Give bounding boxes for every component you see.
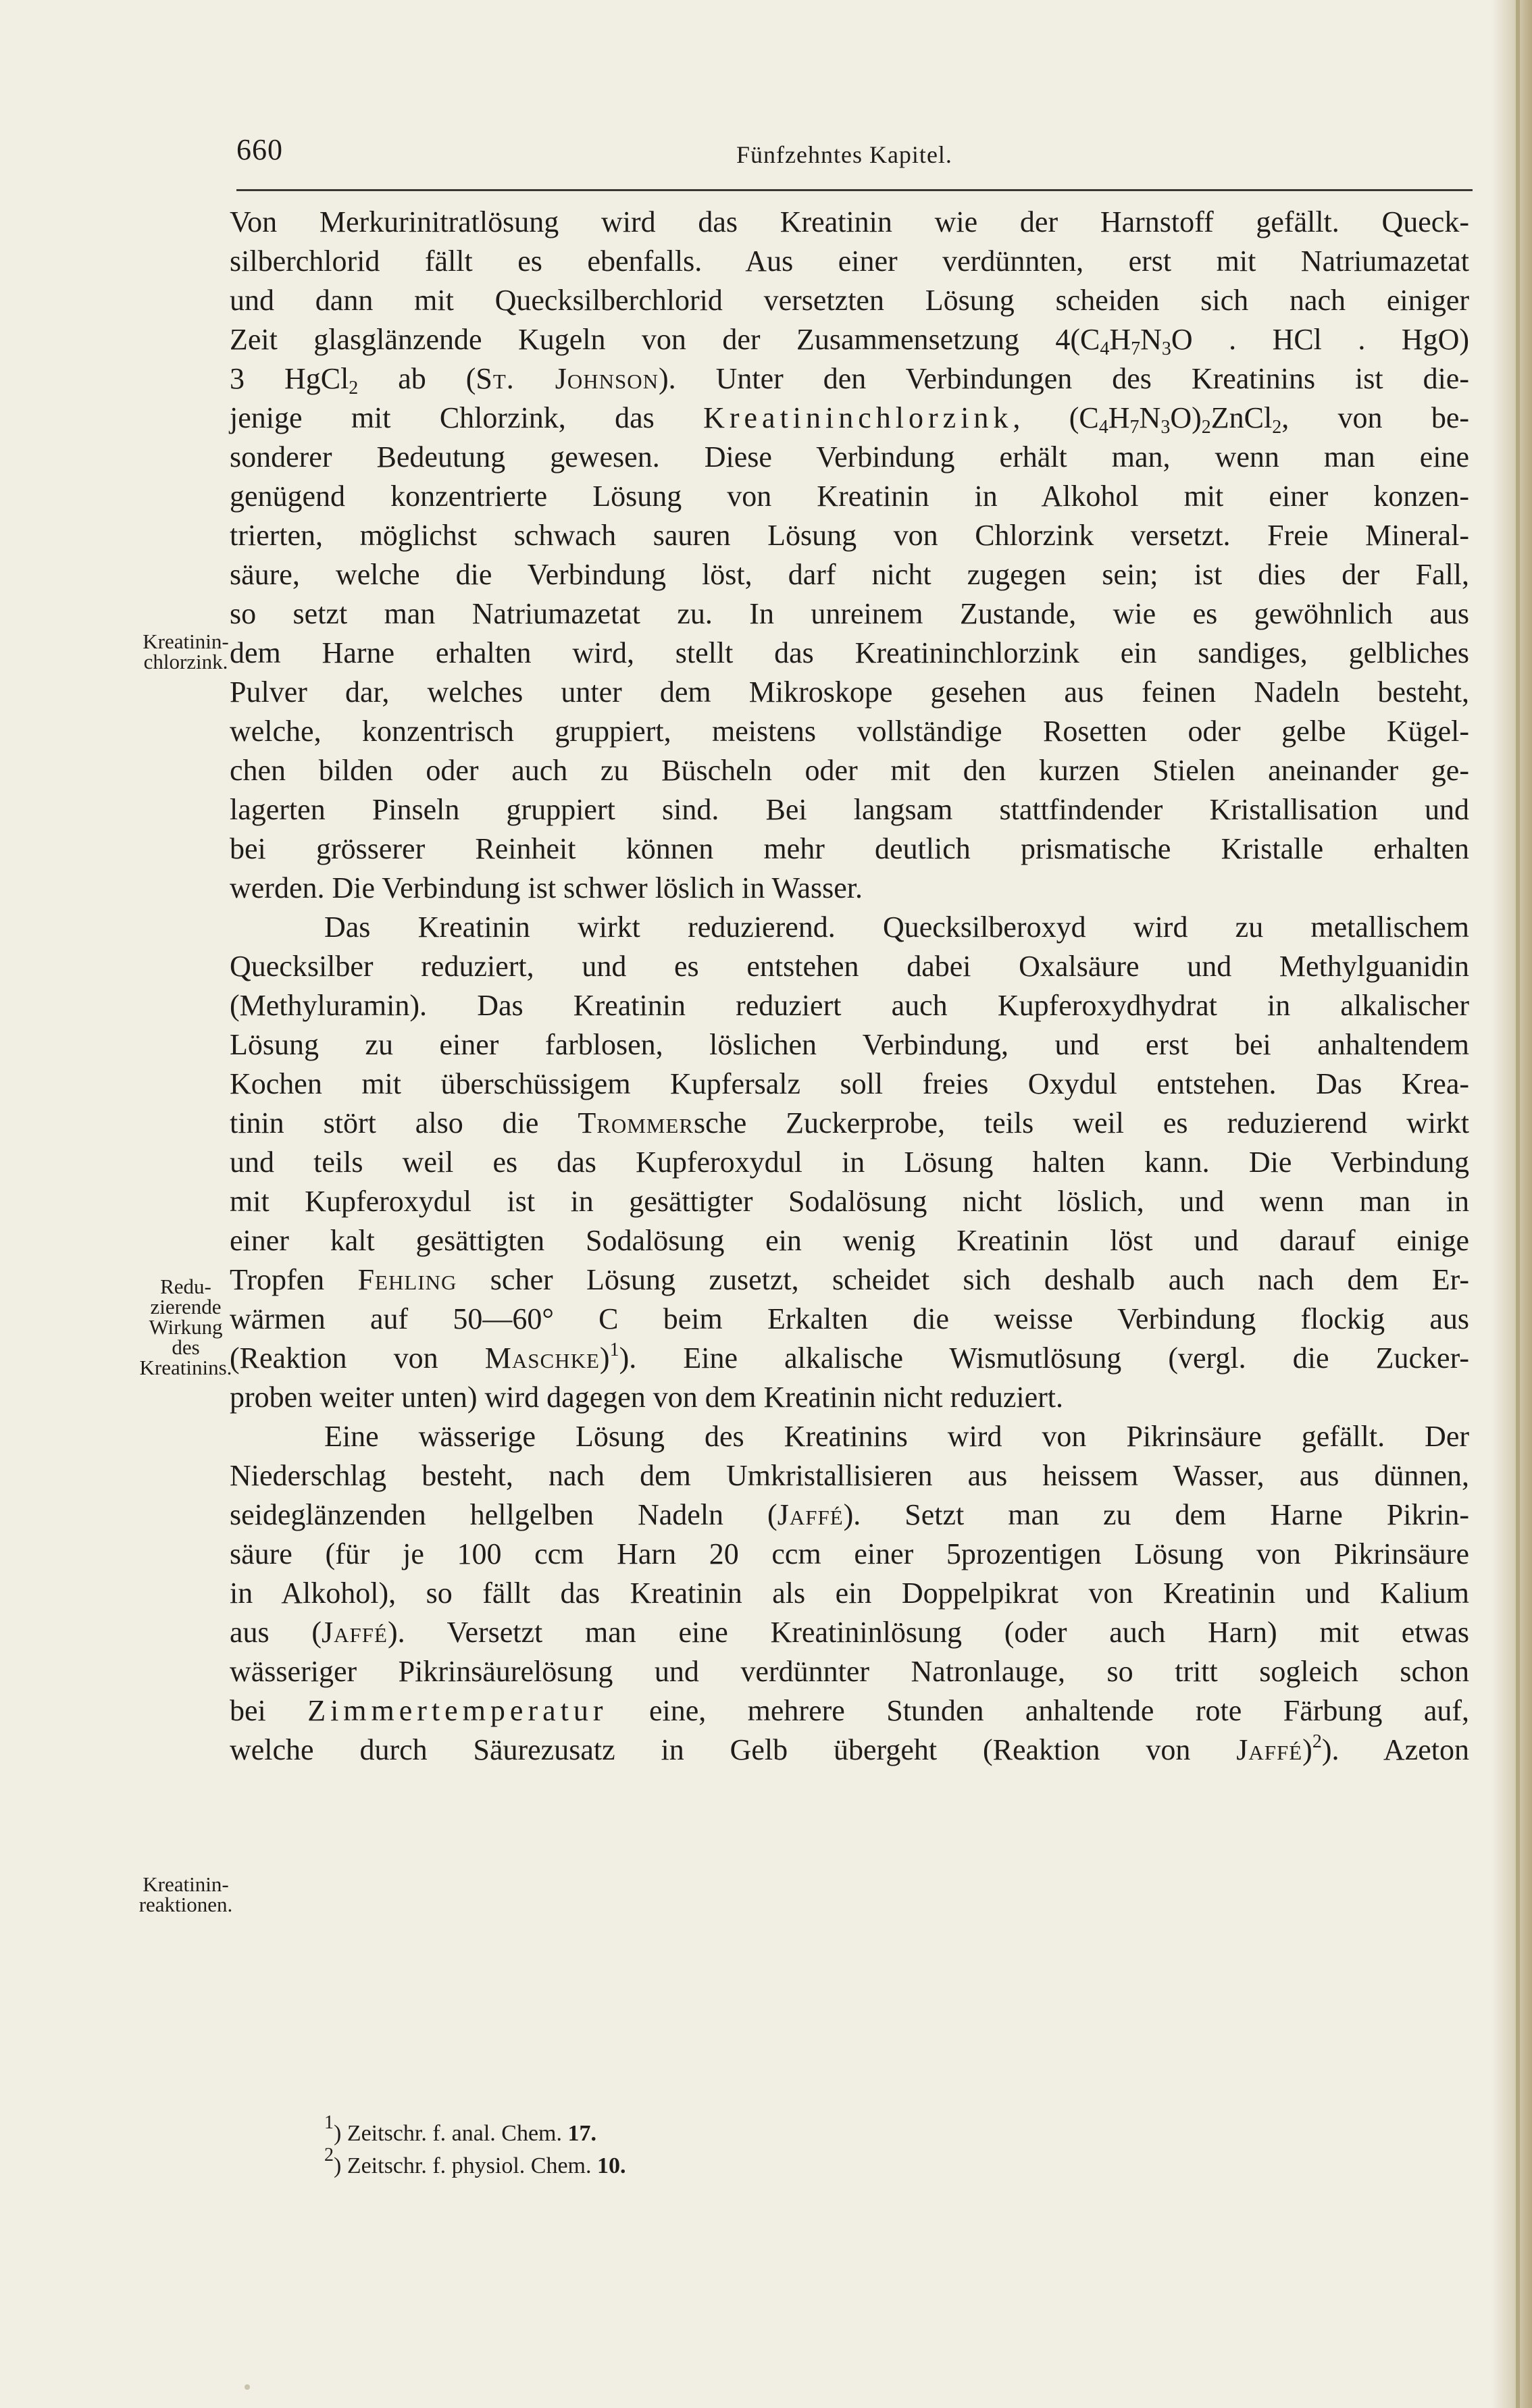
volume-number: 17.: [567, 2121, 597, 2146]
volume-number: 10.: [597, 2153, 626, 2178]
text-line: Zeit glasglänzende Kugeln von der Zusammensetzung $4(C_4H_7N_3O$ . HCl . HgO): [230, 323, 1469, 359]
text-line: welche durch Säurezusatz in Gelb übergeht (Reaktion von Jaffé)$^2$). Azeton: [230, 1731, 1469, 1766]
text-line: chen bilden oder auch zu Büscheln oder mit den kurzen Stielen aneinander ge-: [230, 754, 1469, 787]
text-line: welche, konzentrisch gruppiert, meistens vollständige Rosetten oder gelbe Kügel-: [230, 715, 1469, 748]
text-line: wärmen auf 50—60° C beim Erkalten die weisse Verbindung flockig aus: [230, 1302, 1469, 1335]
text-line: Von Merkurinitratlösung wird das Kreatinin wie der Harnstoff gefällt. Queck-: [230, 205, 1469, 238]
text-line: Tropfen Fehling scher Lösung zusetzt, scheidet sich deshalb auch nach dem Er-: [230, 1263, 1470, 1296]
text-line: so setzt man Natriumazetat zu. In unreinem Zustande, wie es gewöhnlich aus: [230, 597, 1469, 630]
text-line: in Alkohol), so fällt das Kreatinin als ein Doppelpikrat von Kreatinin und Kalium: [230, 1577, 1469, 1610]
text-line: Eine wässerige Lösung des Kreatinins wird von Pikrinsäure gefällt. Der: [324, 1420, 1469, 1453]
page-number: 660: [236, 133, 283, 166]
text-line: lagerten Pinseln gruppiert sind. Bei langsam stattfindender Kristallisation und: [230, 793, 1469, 826]
text-line: seideglänzenden hellgelben Nadeln (Jaffé). Setzt man zu dem Harne Pikrin-: [230, 1498, 1469, 1531]
text-line: bei grösserer Reinheit können mehr deutlich prismatische Kristalle erhalten: [230, 832, 1469, 865]
footnote-mark: 2: [324, 2145, 334, 2166]
text-line: trierten, möglichst schwach sauren Lösung von Chlorzink versetzt. Freie Mineral-: [230, 519, 1469, 552]
margin-note-kreatininreaktionen: [95, 1874, 277, 1915]
text-line: proben weiter unten) wird dagegen von dem Kreatinin nicht reduziert.: [230, 1381, 1063, 1414]
author-name: Fehling: [357, 1263, 457, 1296]
footnote: $^1$) Zeitschr. f. anal. Chem. 17.: [324, 2112, 597, 2146]
footnote-mark: 1: [324, 2112, 334, 2133]
footnote-ref: 2: [1312, 1731, 1322, 1752]
margin-note-line: Kreatinin-: [143, 630, 229, 653]
margin-note-line: Kreatinin-: [143, 1872, 229, 1896]
author-name: Maschke: [484, 1341, 600, 1375]
text-line: 3 HgCl$_2$ ab (St. Johnson). Unter den Verbindungen des Kreatinins ist die-: [230, 362, 1469, 399]
page-edge-line: [1516, 0, 1520, 2408]
author-name: Trommer: [578, 1106, 694, 1139]
text-line: werden. Die Verbindung ist schwer löslich in Wasser.: [230, 871, 863, 904]
margin-note-line: reaktionen.: [138, 1893, 233, 1916]
margin-note-line: Kreatinins.: [139, 1356, 232, 1379]
margin-note-line: Redu-: [160, 1275, 211, 1298]
text-line: säure (für je 100 ccm Harn 20 ccm einer 5prozentigen Lösung von Pikrinsäure: [230, 1537, 1469, 1570]
text-line: Kochen mit überschüssigem Kupfersalz soll freies Oxydul entstehen. Das Krea-: [230, 1067, 1469, 1100]
text-line: und dann mit Quecksilberchlorid versetzten Lösung scheiden sich nach einiger: [230, 284, 1469, 317]
page-header: [236, 132, 1473, 186]
text-line: Niederschlag besteht, nach dem Umkristallisieren aus heissem Wasser, aus dünnen,: [230, 1459, 1469, 1492]
margin-note-line: zierende: [150, 1295, 222, 1318]
text-line: (Reaktion von Maschke)$^1$). Eine alkalische Wismutlösung (vergl. die Zucker-: [230, 1339, 1469, 1375]
margin-note-line: des: [172, 1335, 200, 1359]
text-line: dem Harne erhalten wird, stellt das Kreatininchlorzink ein sandiges, gelbliches: [230, 636, 1469, 669]
text-line: bei Zimmertemperatur eine, mehrere Stunden anhaltende rote Färbung auf,: [230, 1694, 1469, 1727]
spaced-term: Kreatininchlorzink: [703, 401, 1013, 434]
margin-note-line: chlorzink.: [143, 650, 228, 673]
author-name: St. Johnson: [476, 362, 659, 395]
author-name: Jaffé: [777, 1498, 844, 1531]
header-rule: [236, 189, 1473, 191]
text-line: wässeriger Pikrinsäurelösung und verdünnter Natronlauge, so tritt sogleich schon: [230, 1655, 1469, 1688]
footnote: $^2$) Zeitschr. f. physiol. Chem. 10.: [324, 2145, 626, 2178]
running-head: Fünfzehntes Kapitel.: [736, 141, 952, 168]
text-line: Pulver dar, welches unter dem Mikroskope gesehen aus feinen Nadeln besteht,: [230, 675, 1469, 709]
text-line: Quecksilber reduziert, und es entstehen dabei Oxalsäure und Methylguanidin: [230, 950, 1469, 983]
body-text: [230, 203, 1469, 1770]
text-line: tinin stört also die Trommersche Zuckerprobe, teils weil es reduzierend wirkt: [230, 1106, 1469, 1139]
text-line: einer kalt gesättigten Sodalösung ein wenig Kreatinin löst und darauf einige: [230, 1224, 1469, 1257]
text-line: säure, welche die Verbindung löst, darf nicht zugegen sein; ist dies der Fall,: [230, 558, 1469, 591]
text-line: genügend konzentrierte Lösung von Kreatinin in Alkohol mit einer konzen-: [230, 480, 1469, 513]
text-line: Das Kreatinin wirkt reduzierend. Quecksilberoxyd wird zu metallischem: [324, 911, 1469, 944]
page-edge-shadow: [1491, 0, 1532, 2408]
author-name: Jaffé: [322, 1616, 388, 1649]
text-line: und teils weil es das Kupferoxydul in Lösung halten kann. Die Verbindung: [230, 1146, 1469, 1179]
spaced-term: Zimmertemperatur: [307, 1694, 608, 1727]
text-line: sonderer Bedeutung gewesen. Diese Verbindung erhält man, wenn man eine: [230, 440, 1469, 473]
paper-speck: [245, 2384, 250, 2390]
footnotes: [324, 2112, 626, 2182]
text-line: mit Kupferoxydul ist in gesättigter Sodalösung nicht löslich, und wenn man in: [230, 1185, 1469, 1218]
text-line: Lösung zu einer farblosen, löslichen Verbindung, und erst bei anhaltendem: [230, 1028, 1469, 1061]
text-line: aus (Jaffé). Versetzt man eine Kreatininlösung (oder auch Harn) mit etwas: [230, 1616, 1469, 1649]
margin-note-line: Wirkung: [149, 1315, 223, 1339]
text-line: silberchlorid fällt es ebenfalls. Aus einer verdünnten, erst mit Natriumazetat: [230, 245, 1469, 278]
text-line: (Methyluramin). Das Kreatinin reduziert auch Kupferoxydhydrat in alkalischer: [230, 989, 1469, 1022]
author-name: Jaffé: [1236, 1733, 1303, 1766]
text-line: jenige mit Chlorzink, das Kreatininchlorzink, $(C_4H_7N_3O)_2ZnCl_2$, von be-: [230, 401, 1470, 438]
footnote-ref: 1: [609, 1339, 619, 1360]
